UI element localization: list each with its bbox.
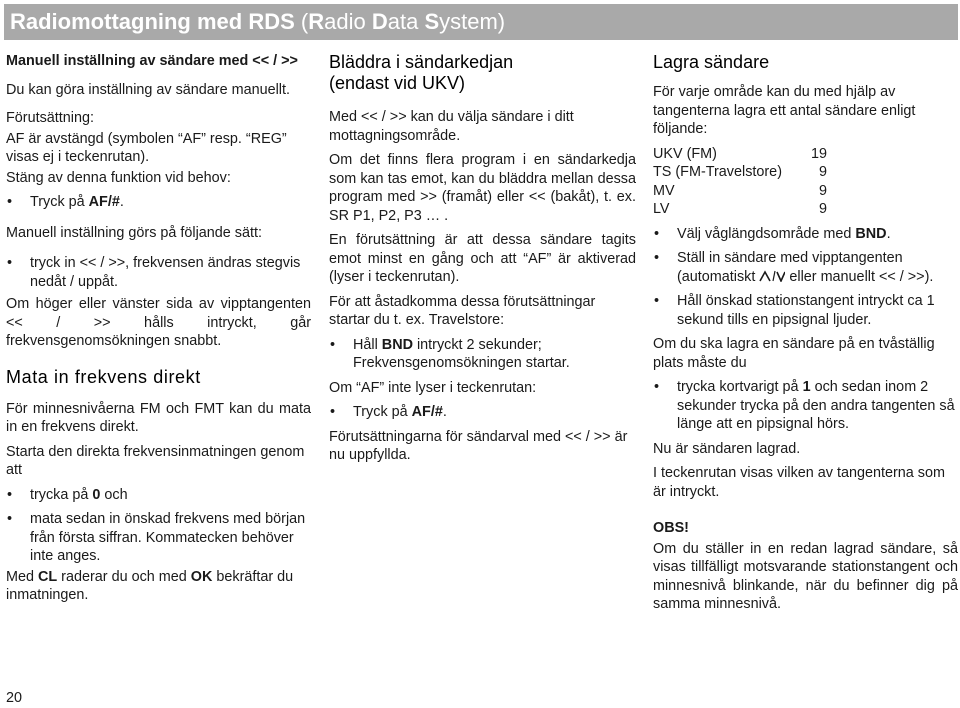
key-bnd: BND xyxy=(381,336,413,353)
bullet-text: tryck in << / >>, frekvensen ändras stegvis nedåt / uppåt. xyxy=(30,255,301,290)
bullet-icon: • xyxy=(7,511,13,527)
key-ok: OK xyxy=(190,568,213,585)
list-item xyxy=(329,403,636,422)
band-name: TS (FM-Travelstore) xyxy=(653,164,782,180)
bullet-icon: • xyxy=(330,404,336,420)
bullet-icon: • xyxy=(654,225,660,242)
af-not-lit-text: Om “AF” inte lyser i teckenrutan: xyxy=(329,379,537,396)
key-cl: CL xyxy=(38,568,58,585)
browse-intro-text: Med << / >> kan du välja sändare i ditt mottagningsområde. xyxy=(329,109,574,144)
key-af: AF/# xyxy=(411,404,443,420)
title-ystem: ystem) xyxy=(439,9,506,34)
disable-function-text: Stäng av denna funktion vid behov: xyxy=(6,169,231,186)
bullet-text-end: och xyxy=(100,486,128,503)
note-label: OBS! xyxy=(653,520,689,536)
station-capacity-table xyxy=(653,145,958,219)
direct-entry-start-text: Starta den direkta frekvensinmatningen genom att xyxy=(6,443,305,478)
bullet-text-end: . xyxy=(442,404,447,420)
bullet-text: Välj våglängdsområde med xyxy=(677,225,856,242)
bullet-text-end: . xyxy=(886,225,891,242)
list-item xyxy=(6,254,311,291)
key-zero: 0 xyxy=(92,486,101,503)
table-row xyxy=(653,182,958,201)
bullet-text-end: eller manuellt << / >>). xyxy=(785,268,934,285)
station-count: 9 xyxy=(819,164,828,180)
travelstore-intro-text: För att åstadkomma dessa förutsättningar startar du t. ex. Travelstore: xyxy=(329,293,596,328)
column-right xyxy=(653,52,958,620)
band-name: LV xyxy=(653,201,670,217)
column-left xyxy=(6,52,311,611)
direct-entry-text: För minnesnivåerna FM och FMT kan du mata in en frekvens direkt. xyxy=(6,400,311,435)
title-open-paren: ( xyxy=(300,9,309,34)
confirm-text-mid: raderar du och med xyxy=(57,568,191,585)
title-letter-r: R xyxy=(308,9,325,34)
bullet-icon: • xyxy=(7,194,13,210)
title-letter-s: S xyxy=(424,9,440,34)
bullet-text: Håll xyxy=(353,336,382,353)
page-number: 20 xyxy=(6,690,23,706)
bullet-text: trycka på xyxy=(30,486,93,503)
page-title-bar xyxy=(4,4,958,40)
list-item xyxy=(653,292,958,329)
station-count: 9 xyxy=(819,201,828,217)
confirm-text-end: bekräftar du inmatningen. xyxy=(6,568,294,603)
list-item xyxy=(653,225,958,244)
rocker-up-down-icon xyxy=(759,268,785,287)
manual-tuning-intro: Du kan göra inställning av sändare manuellt. xyxy=(6,81,290,98)
section-heading-store-stations: Lagra sändare xyxy=(653,52,770,72)
stored-confirm-text: Nu är sändaren lagrad. xyxy=(653,440,801,457)
bullet-icon: • xyxy=(330,336,336,353)
hold-key-text: Om höger eller vänster sida av vipptangenten << / >> hålls intryckt, går frekvensgenomsökningen snabbt. xyxy=(6,296,311,349)
manual-method-intro: Manuell inställning görs på följande sätt: xyxy=(6,224,262,241)
prerequisite-text: AF är avstängd (symbolen “AF” resp. “REG” visas ej i teckenrutan). xyxy=(6,130,287,165)
title-ata: ata xyxy=(387,9,425,34)
title-adio: adio xyxy=(324,9,372,34)
station-count: 19 xyxy=(811,145,828,162)
bullet-text: Tryck på xyxy=(353,404,412,420)
column-middle xyxy=(329,52,636,471)
section-heading-direct-frequency: Mata in frekvens direkt xyxy=(6,366,201,387)
title-letter-d: D xyxy=(371,9,388,34)
program-chain-text: Om det finns flera program i en sändarkedja som kan tas emot, kan du bläddra mellan dessa program med >> (framåt) eller << (bakåt), t. ex. SR P1, P2, P3 … . xyxy=(329,152,636,224)
two-digit-slot-text: Om du ska lagra en sändare på en tvåställig plats måste du xyxy=(653,336,935,371)
bullet-text-end: intryckt 2 sekunder; Frekvensgenomsökningen startar. xyxy=(353,336,570,371)
bullet-text: Ställ in sändare med vipptangenten (automatiskt xyxy=(677,250,903,285)
requirements-met-text: Förutsättningarna för sändarval med << / >> är nu uppfyllda. xyxy=(329,428,628,463)
list-item xyxy=(6,193,311,212)
bullet-icon: • xyxy=(654,293,660,309)
bullet-icon: • xyxy=(7,486,13,503)
bullet-text-end: och sedan inom 2 sekunder trycka på den andra tangenten så länge att en pipsignal hörs. xyxy=(677,379,955,432)
manual-tuning-heading: Manuell inställning av sändare med << / >> xyxy=(6,53,298,69)
band-name: UKV (FM) xyxy=(653,145,717,162)
list-item xyxy=(653,378,958,434)
station-count: 9 xyxy=(819,182,828,199)
table-row xyxy=(653,200,958,219)
af-requirement-text: En förutsättning är att dessa sändare tagits emot minst en gång och att “AF” är aktiverad (lyser i teckenrutan). xyxy=(329,232,636,285)
key-bnd: BND xyxy=(855,225,887,242)
bullet-text: Håll önskad stationstangent intryckt ca 1 sekund tills en pipsignal ljuder. xyxy=(677,293,935,328)
table-row xyxy=(653,163,958,182)
key-af: AF/# xyxy=(88,194,120,210)
heading-line-1: Bläddra i sändarkedjan xyxy=(329,52,514,72)
bullet-icon: • xyxy=(654,379,660,395)
table-row xyxy=(653,145,958,164)
list-item xyxy=(329,336,636,373)
bullet-icon: • xyxy=(7,255,13,271)
section-heading-browse-chain xyxy=(329,52,636,94)
key-one: 1 xyxy=(802,379,811,395)
bullet-text-end: . xyxy=(119,194,124,210)
bullet-text: mata sedan in önskad frekvens med början från första siffran. Kommatecken behöver inte anges. xyxy=(30,511,306,564)
heading-line-2: (endast vid UKV) xyxy=(329,73,466,93)
prerequisite-label: Förutsättning: xyxy=(6,110,94,126)
display-key-text: I teckenrutan visas vilken av tangenterna som är intryckt. xyxy=(653,465,945,500)
bullet-icon: • xyxy=(654,250,660,266)
list-item xyxy=(6,510,311,566)
confirm-text-start: Med xyxy=(6,568,38,585)
bullet-text: trycka kortvarigt på xyxy=(677,379,803,395)
list-item xyxy=(653,249,958,286)
store-intro-text: För varje område kan du med hjälp av tangenterna lagra ett antal sändare enligt följande: xyxy=(653,84,916,137)
confirm-text xyxy=(6,568,311,605)
bullet-text: Tryck på xyxy=(30,194,89,210)
list-item xyxy=(6,486,311,505)
title-main: Radiomottagning med RDS xyxy=(10,9,295,34)
band-name: MV xyxy=(653,182,675,199)
note-text: Om du ställer in en redan lagrad sändare, så visas tillfälligt motsvarande stationstangent och minnesnivå blinkande, när du befinner dig på samma minnesnivå. xyxy=(653,540,958,612)
